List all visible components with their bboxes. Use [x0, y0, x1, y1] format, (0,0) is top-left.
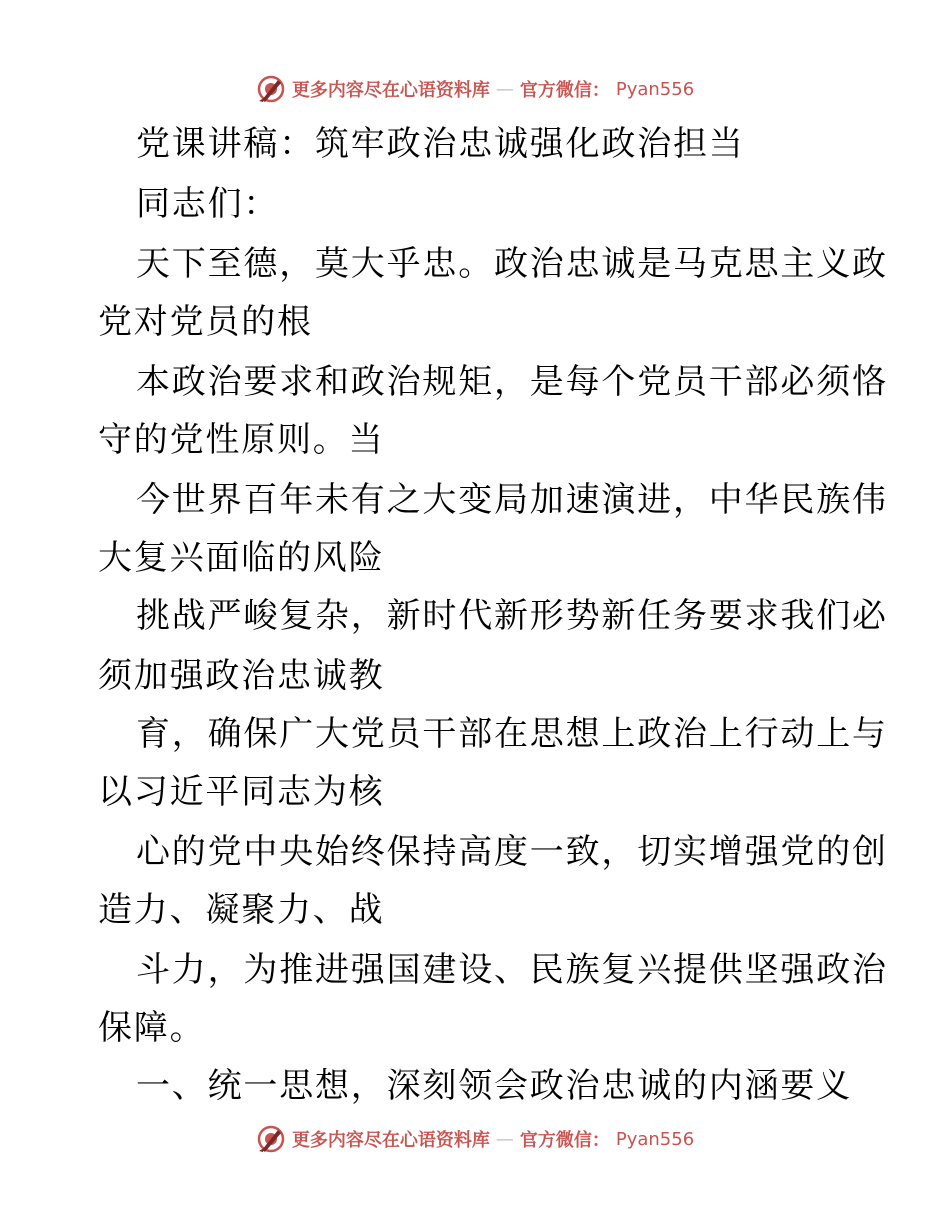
text-line: 天下至德，莫大乎忠。政治忠诚是马克思主义政	[136, 244, 888, 284]
text-line: 守的党性原则。当	[98, 420, 385, 460]
text-line: 大复兴面临的风险	[98, 538, 385, 578]
text-line: 造力、凝聚力、战	[98, 890, 385, 930]
watermark-official-label: 官方微信：	[519, 80, 610, 101]
watermark-separator: —	[495, 78, 514, 100]
text-line: 挑战严峻复杂，新时代新形势新任务要求我们必	[136, 596, 888, 636]
text-line: 育，确保广大党员干部在思想上政治上行动上与	[136, 714, 888, 754]
watermark-wechat-id: Pyan556	[615, 78, 695, 100]
text-line: 今世界百年未有之大变局加速演进，中华民族伟	[136, 480, 888, 520]
text-line: 斗力，为推进强国建设、民族复兴提供坚强政治	[136, 950, 888, 990]
section-heading: 一、统一思想，深刻领会政治忠诚的内涵要义	[136, 1066, 852, 1106]
text-line: 心的党中央始终保持高度一致，切实增强党的创	[136, 832, 888, 872]
text-line: 党对党员的根	[98, 302, 313, 342]
watermark-official-label: 官方微信：	[519, 1130, 610, 1151]
footer-watermark	[0, 1124, 950, 1154]
salutation: 同志们：	[136, 184, 280, 224]
quill-pen-logo-icon	[256, 1124, 286, 1154]
quill-pen-logo-icon	[256, 74, 286, 104]
text-line: 以习近平同志为核	[98, 772, 385, 812]
text-line: 须加强政治忠诚教	[98, 656, 385, 696]
text-line: 本政治要求和政治规矩，是每个党员干部必须恪	[136, 362, 888, 402]
header-watermark	[0, 74, 950, 104]
watermark-text: 更多内容尽在心语资料库	[291, 1130, 490, 1151]
watermark-wechat-id: Pyan556	[615, 1128, 695, 1150]
watermark-text: 更多内容尽在心语资料库	[291, 80, 490, 101]
watermark-separator: —	[495, 1128, 514, 1150]
document-title: 党课讲稿：筑牢政治忠诚强化政治担当	[136, 124, 745, 164]
text-line: 保障。	[98, 1008, 206, 1048]
